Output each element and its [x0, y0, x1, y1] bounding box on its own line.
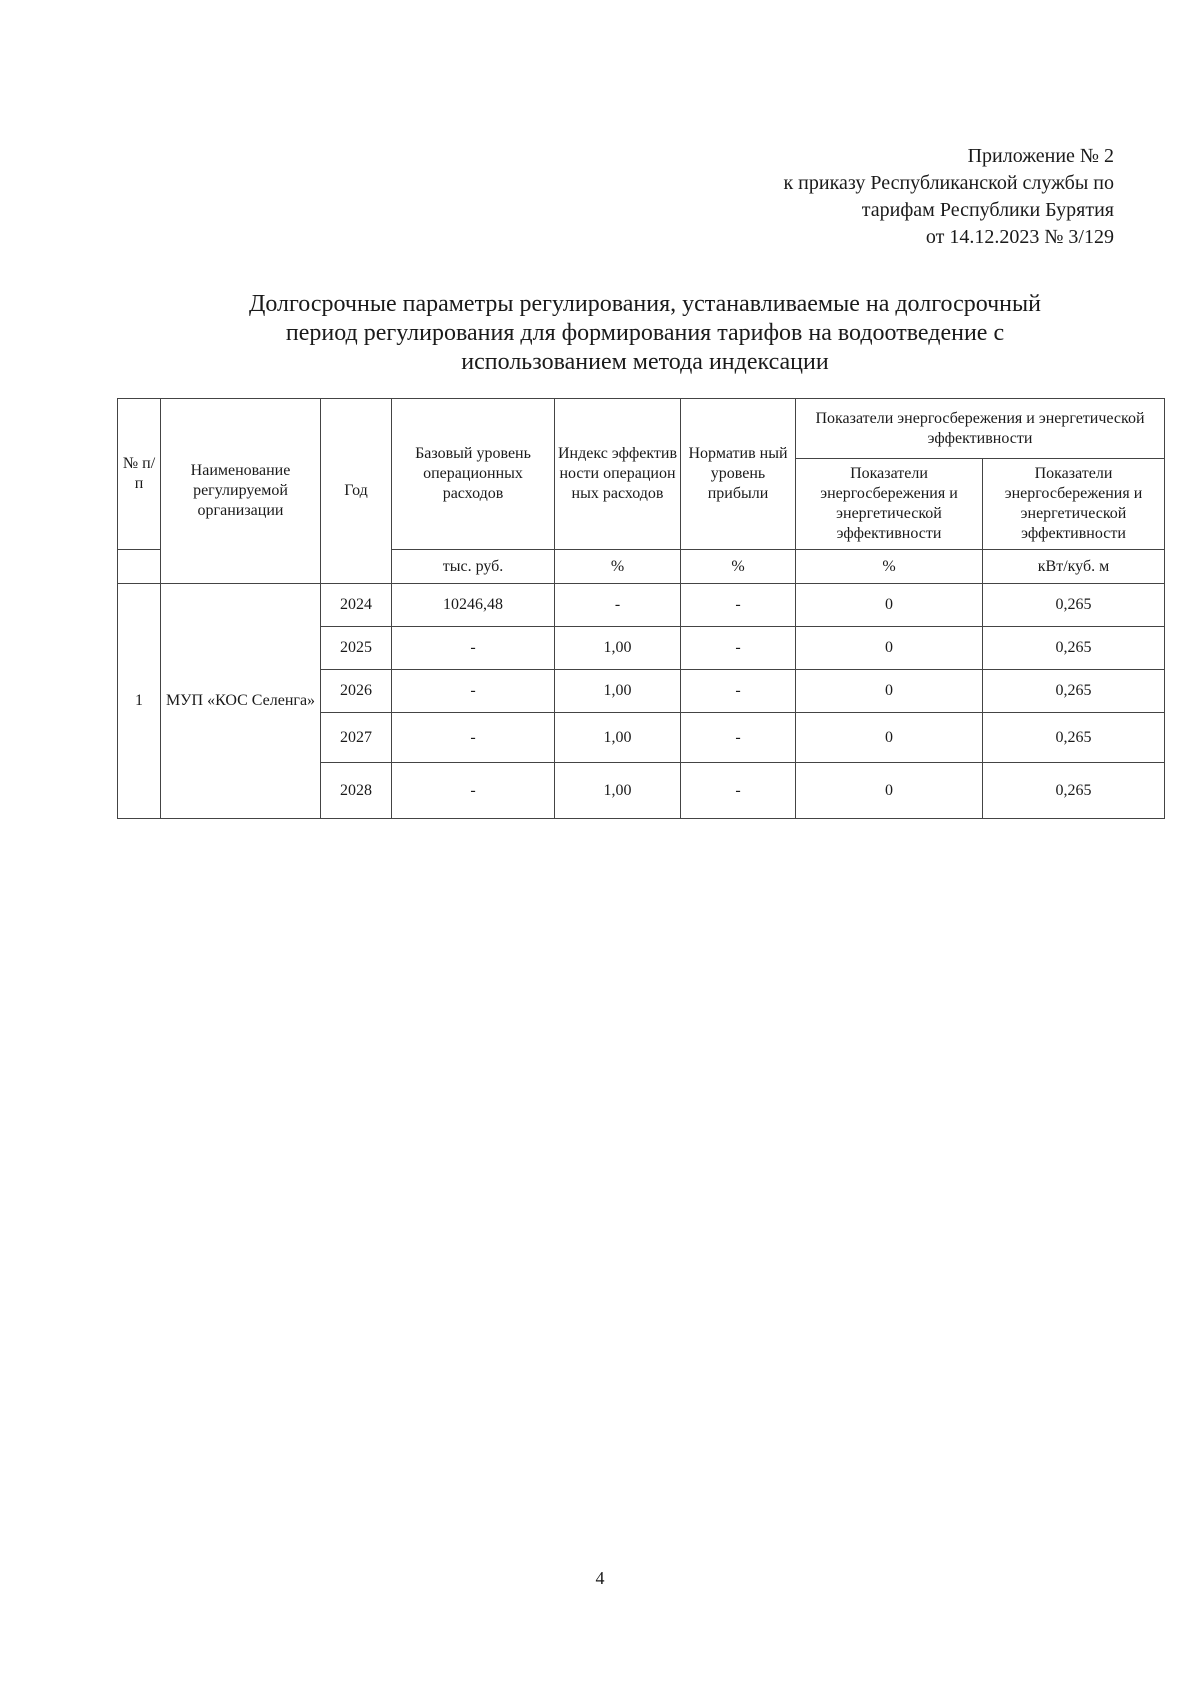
org-name: МУП «КОС Селенга» [161, 584, 321, 819]
org-number: 1 [118, 584, 161, 819]
units-energy-1: % [796, 550, 983, 584]
title-line-1: Долгосрочные параметры регулирования, устанавливаемые на долгосрочный [249, 291, 1041, 317]
cell-index: 1,00 [555, 713, 681, 763]
cell-profit: - [681, 584, 796, 627]
regulation-parameters-table [117, 398, 1165, 819]
header-year: Год [321, 399, 392, 584]
header-efficiency-index: Индекс эффектив ности операцион ных расходов [555, 399, 681, 550]
cell-base: 10246,48 [392, 584, 555, 627]
units-profit: % [681, 550, 796, 584]
units-num [118, 550, 161, 584]
cell-energy-1: 0 [796, 763, 983, 819]
header-org: Наименование регулируемой организации [161, 399, 321, 584]
cell-year: 2027 [321, 713, 392, 763]
cell-profit: - [681, 627, 796, 670]
cell-base: - [392, 763, 555, 819]
cell-energy-1: 0 [796, 713, 983, 763]
cell-energy-1: 0 [796, 584, 983, 627]
cell-profit: - [681, 670, 796, 713]
cell-year: 2025 [321, 627, 392, 670]
cell-energy-2: 0,265 [983, 627, 1165, 670]
cell-energy-2: 0,265 [983, 670, 1165, 713]
cell-index: 1,00 [555, 763, 681, 819]
appendix-reference [783, 143, 1114, 251]
header-num: № п/п [118, 399, 161, 550]
cell-year: 2026 [321, 670, 392, 713]
page-number: 4 [595, 1568, 605, 1588]
header-energy-1: Показатели энергосбережения и энергетической эффективности [796, 459, 983, 550]
cell-year: 2024 [321, 584, 392, 627]
header-energy-2: Показатели энергосбережения и энергетической эффективности [983, 459, 1165, 550]
cell-base: - [392, 670, 555, 713]
cell-base: - [392, 627, 555, 670]
header-base-opex: Базовый уровень операционных расходов [392, 399, 555, 550]
cell-year: 2028 [321, 763, 392, 819]
units-base: тыс. руб. [392, 550, 555, 584]
document-title [120, 290, 1170, 377]
cell-energy-2: 0,265 [983, 713, 1165, 763]
units-energy-2: кВт/куб. м [983, 550, 1165, 584]
title-line-3: использованием метода индексации [461, 349, 829, 375]
appendix-line-3: тарифам Республики Бурятия [861, 199, 1114, 221]
cell-base: - [392, 713, 555, 763]
cell-energy-2: 0,265 [983, 763, 1165, 819]
header-energy-group: Показатели энергосбережения и энергетической эффективности [796, 399, 1165, 459]
cell-profit: - [681, 763, 796, 819]
header-profit-norm: Норматив ный уровень прибыли [681, 399, 796, 550]
title-line-2: период регулирования для формирования тарифов на водоотведение с [285, 320, 1005, 346]
appendix-line-1: Приложение № 2 [967, 145, 1114, 167]
table-row [118, 584, 1165, 627]
appendix-line-4: от 14.12.2023 № 3/129 [925, 226, 1114, 248]
cell-energy-1: 0 [796, 627, 983, 670]
cell-index: 1,00 [555, 627, 681, 670]
units-index: % [555, 550, 681, 584]
cell-profit: - [681, 713, 796, 763]
cell-index: - [555, 584, 681, 627]
appendix-line-2: к приказу Республиканской службы по [783, 172, 1114, 194]
cell-energy-2: 0,265 [983, 584, 1165, 627]
cell-energy-1: 0 [796, 670, 983, 713]
cell-index: 1,00 [555, 670, 681, 713]
